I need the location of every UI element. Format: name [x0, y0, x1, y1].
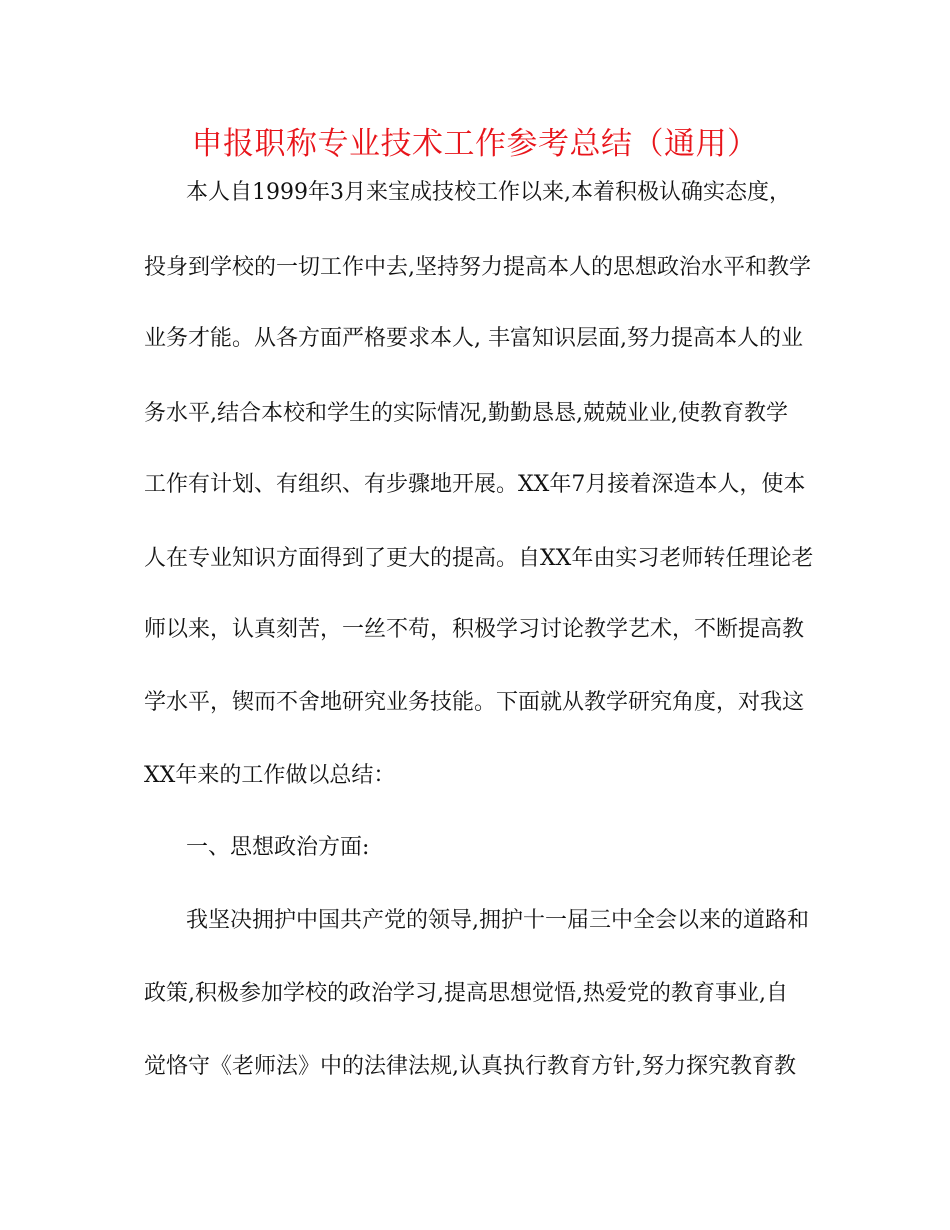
paragraph-line: XX年来的工作做以总结：: [144, 763, 396, 788]
paragraph-line: 业务才能。从各方面严格要求本人, 丰富知识层面,努力提高本人的业: [144, 326, 803, 351]
section-heading: 一、思想政治方面:: [186, 835, 370, 860]
paragraph-line: 人在专业知识方面得到了更大的提高。自XX年由实习老师转任理论老: [144, 546, 814, 571]
paragraph-line: 我坚决拥护中国共产党的领导,拥护十一届三中全会以来的道路和: [186, 908, 809, 933]
document-title: 申报职称专业技术工作参考总结（通用）: [191, 126, 759, 162]
paragraph-line: 工作有计划、有组织、有步骤地开展。XX年7月接着深造本人，使本: [144, 472, 806, 497]
paragraph-line: 觉恪守《老师法》中的法律法规,认真执行教育方针,努力探究教育教: [144, 1054, 796, 1079]
paragraph-line: 政策,积极参加学校的政治学习,提高思想觉悟,热爱党的教育事业,自: [144, 981, 788, 1006]
paragraph-line: 务水平,结合本校和学生的实际情况,勤勤恳恳,兢兢业业,使教育教学: [144, 401, 788, 426]
paragraph-line: 学水平，锲而不舍地研究业务技能。下面就从教学研究角度，对我这: [144, 690, 805, 715]
paragraph-line: 本人自1999年3月来宝成技校工作以来,本着积极认确实态度，: [186, 180, 791, 205]
paragraph-line: 师以来，认真刻苦，一丝不苟，积极学习讨论教学艺术，不断提高教: [144, 617, 805, 642]
paragraph-line: 投身到学校的一切工作中去,坚持努力提高本人的思想政治水平和教学: [144, 255, 811, 280]
